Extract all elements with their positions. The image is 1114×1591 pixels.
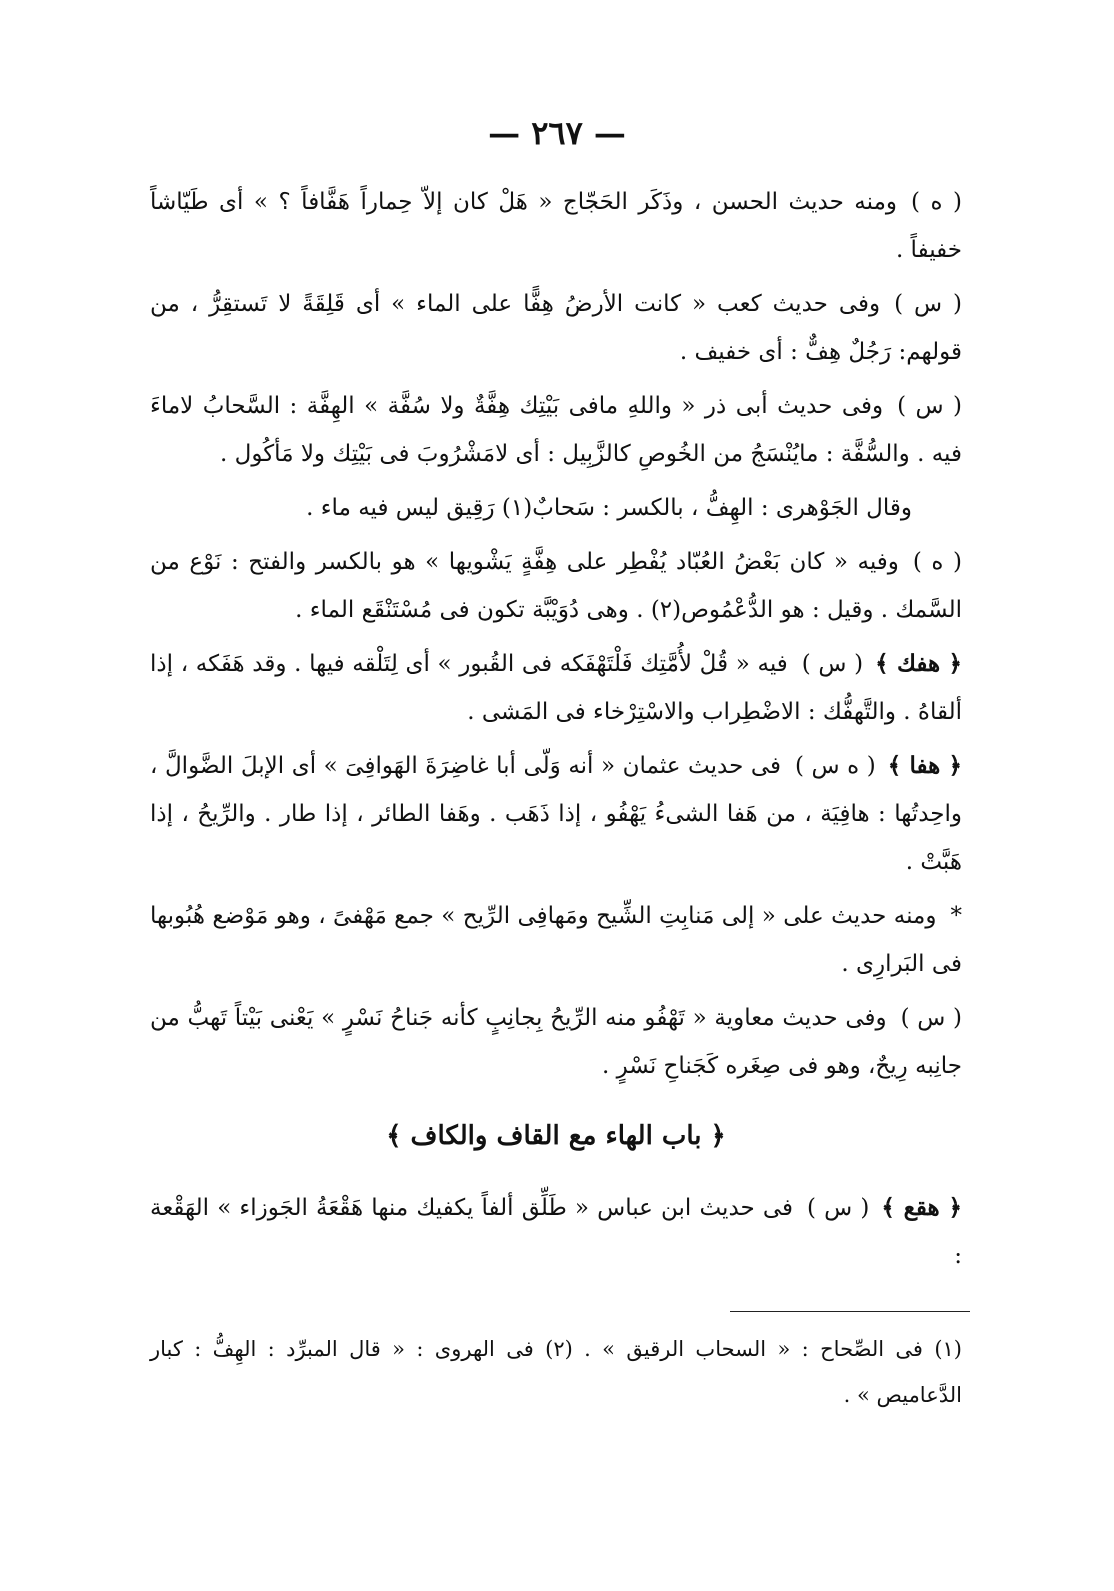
section-title: ﴿ باب الهاء مع القاف والكاف ﴾ bbox=[386, 1121, 726, 1151]
entry-marker: ( س ) bbox=[807, 1195, 870, 1221]
footnote-divider bbox=[730, 1311, 970, 1312]
main-text bbox=[150, 178, 962, 1286]
entry-7 bbox=[150, 742, 962, 886]
entry-text: ومنه حديث الحسن ، وذَكَر الحَجّاج « هَلْ كان إلاّ حِماراً هَفَّافاً ؟ » أى طَيّاشاً خفيفاً . bbox=[150, 189, 962, 263]
entry-6 bbox=[150, 640, 962, 736]
entry-9 bbox=[150, 994, 962, 1090]
entry-marker: ( س ) bbox=[801, 651, 864, 677]
entry-text: وفى حديث كعب « كانت الأرضُ هِفًّا على الماء » أى قَلِقَةً لا تَستقِرُّ ، من قولهم: رَجُلٌ هِفٌّ : أى خفيف . bbox=[150, 291, 962, 365]
entry-heading: ﴿ هقع ﴾ bbox=[881, 1194, 962, 1221]
entry-heading: ﴿ هفك ﴾ bbox=[875, 650, 962, 677]
entry-marker: ( ه ) bbox=[911, 189, 963, 215]
entry-marker: ( س ) bbox=[894, 291, 962, 317]
entry-1 bbox=[150, 178, 962, 274]
entry-text: فى حديث ابن عباس « طَلِّق ألفاً يكفيك منها هَقْعَةُ الجَوزاء » الهَقْعة : bbox=[150, 1195, 962, 1269]
entry-text: فى حديث عثمان « أنه وَلّى أبا غاضِرَةَ الهَوافِىَ » أى الإبلَ الضَّوالَّ ، واحِدتُها : هافِيَة ، من هَفا الشىءُ يَهْفُو ، إذا ذَهَب . وهَفا الطائر ، إذا طار . والرِّيحُ ، إذا هَبَّتْ . bbox=[150, 753, 962, 875]
entry-marker: ( ه س ) bbox=[795, 753, 876, 779]
entry-8 bbox=[150, 892, 962, 988]
entry-heading: ﴿ هفا ﴾ bbox=[887, 752, 962, 779]
footnotes: (١) فى الصِّحاح : « السحاب الرقيق » . (٢) فى الهروى : « قال المبرِّد : الهِفُّ : كبار الدَّعاميص » . bbox=[150, 1337, 962, 1407]
entry-10 bbox=[150, 1184, 962, 1280]
entry-marker: ( س ) bbox=[900, 1005, 962, 1031]
entry-4 bbox=[150, 484, 962, 532]
entry-marker: ( س ) bbox=[897, 393, 962, 419]
entry-3 bbox=[150, 382, 962, 478]
entry-text: وقال الجَوْهرى : الهِفُّ ، بالكسر : سَحابٌ(١) رَقِيق ليس فيه ماء . bbox=[306, 495, 912, 521]
entry-text: وفى حديث أبى ذر « واللهِ مافى بَيْتِك هِفَّةٌ ولا سُفَّة » الهِفَّة : السَّحابُ لاماءَ فيه . والسُّفَّة : مايُنْسَجُ من الخُوصِ كالزَّبِيل : أى لامَشْرُوبَ فى بَيْتِك ولا مَأكُول . bbox=[150, 393, 962, 467]
entry-text: وفى حديث معاوية « تَهْفُو منه الرِّيحُ بِجانِبٍ كأنه جَناحُ نَسْرٍ » يَعْنى بَيْتاً تَهبُّ من جانِبه رِيحٌ، وهو فى صِغَره كَجَناحِ نَسْرٍ . bbox=[150, 1005, 962, 1079]
entry-marker: ( ه ) bbox=[912, 549, 962, 575]
entry-text: ومنه حديث على « إلى مَنابِتِ الشِّيح ومَهافِى الرِّيح » جمع مَهْفىً ، وهو مَوْضع هُبُوبها فى البَرارِى . bbox=[150, 903, 962, 977]
entry-5 bbox=[150, 538, 962, 634]
entry-text: وفيه « كان بَعْضُ العُبّاد يُفْطِر على هِفَّةٍ يَشْويها » هو بالكسر والفتح : نَوْع من السَّمك . وقيل : هو الدُّعْمُوص(٢) . وهى دُوَيْبَّة تكون فى مُسْتَنْقَع الماء . bbox=[150, 549, 962, 623]
page-number: — ٢٦٧ — bbox=[488, 114, 626, 152]
entry-text: فيه « قُلْ لأُمَّتِك فَلْتَهْفَكه فى القُبور » أى لِتَلْقه فيها . وقد هَفَكه ، إذا ألقاهُ . والتَّهفُّك : الاضْطِراب والاسْتِرْخاء فى المَشى . bbox=[150, 651, 962, 725]
entry-2 bbox=[150, 280, 962, 376]
entry-marker: * bbox=[950, 903, 962, 929]
